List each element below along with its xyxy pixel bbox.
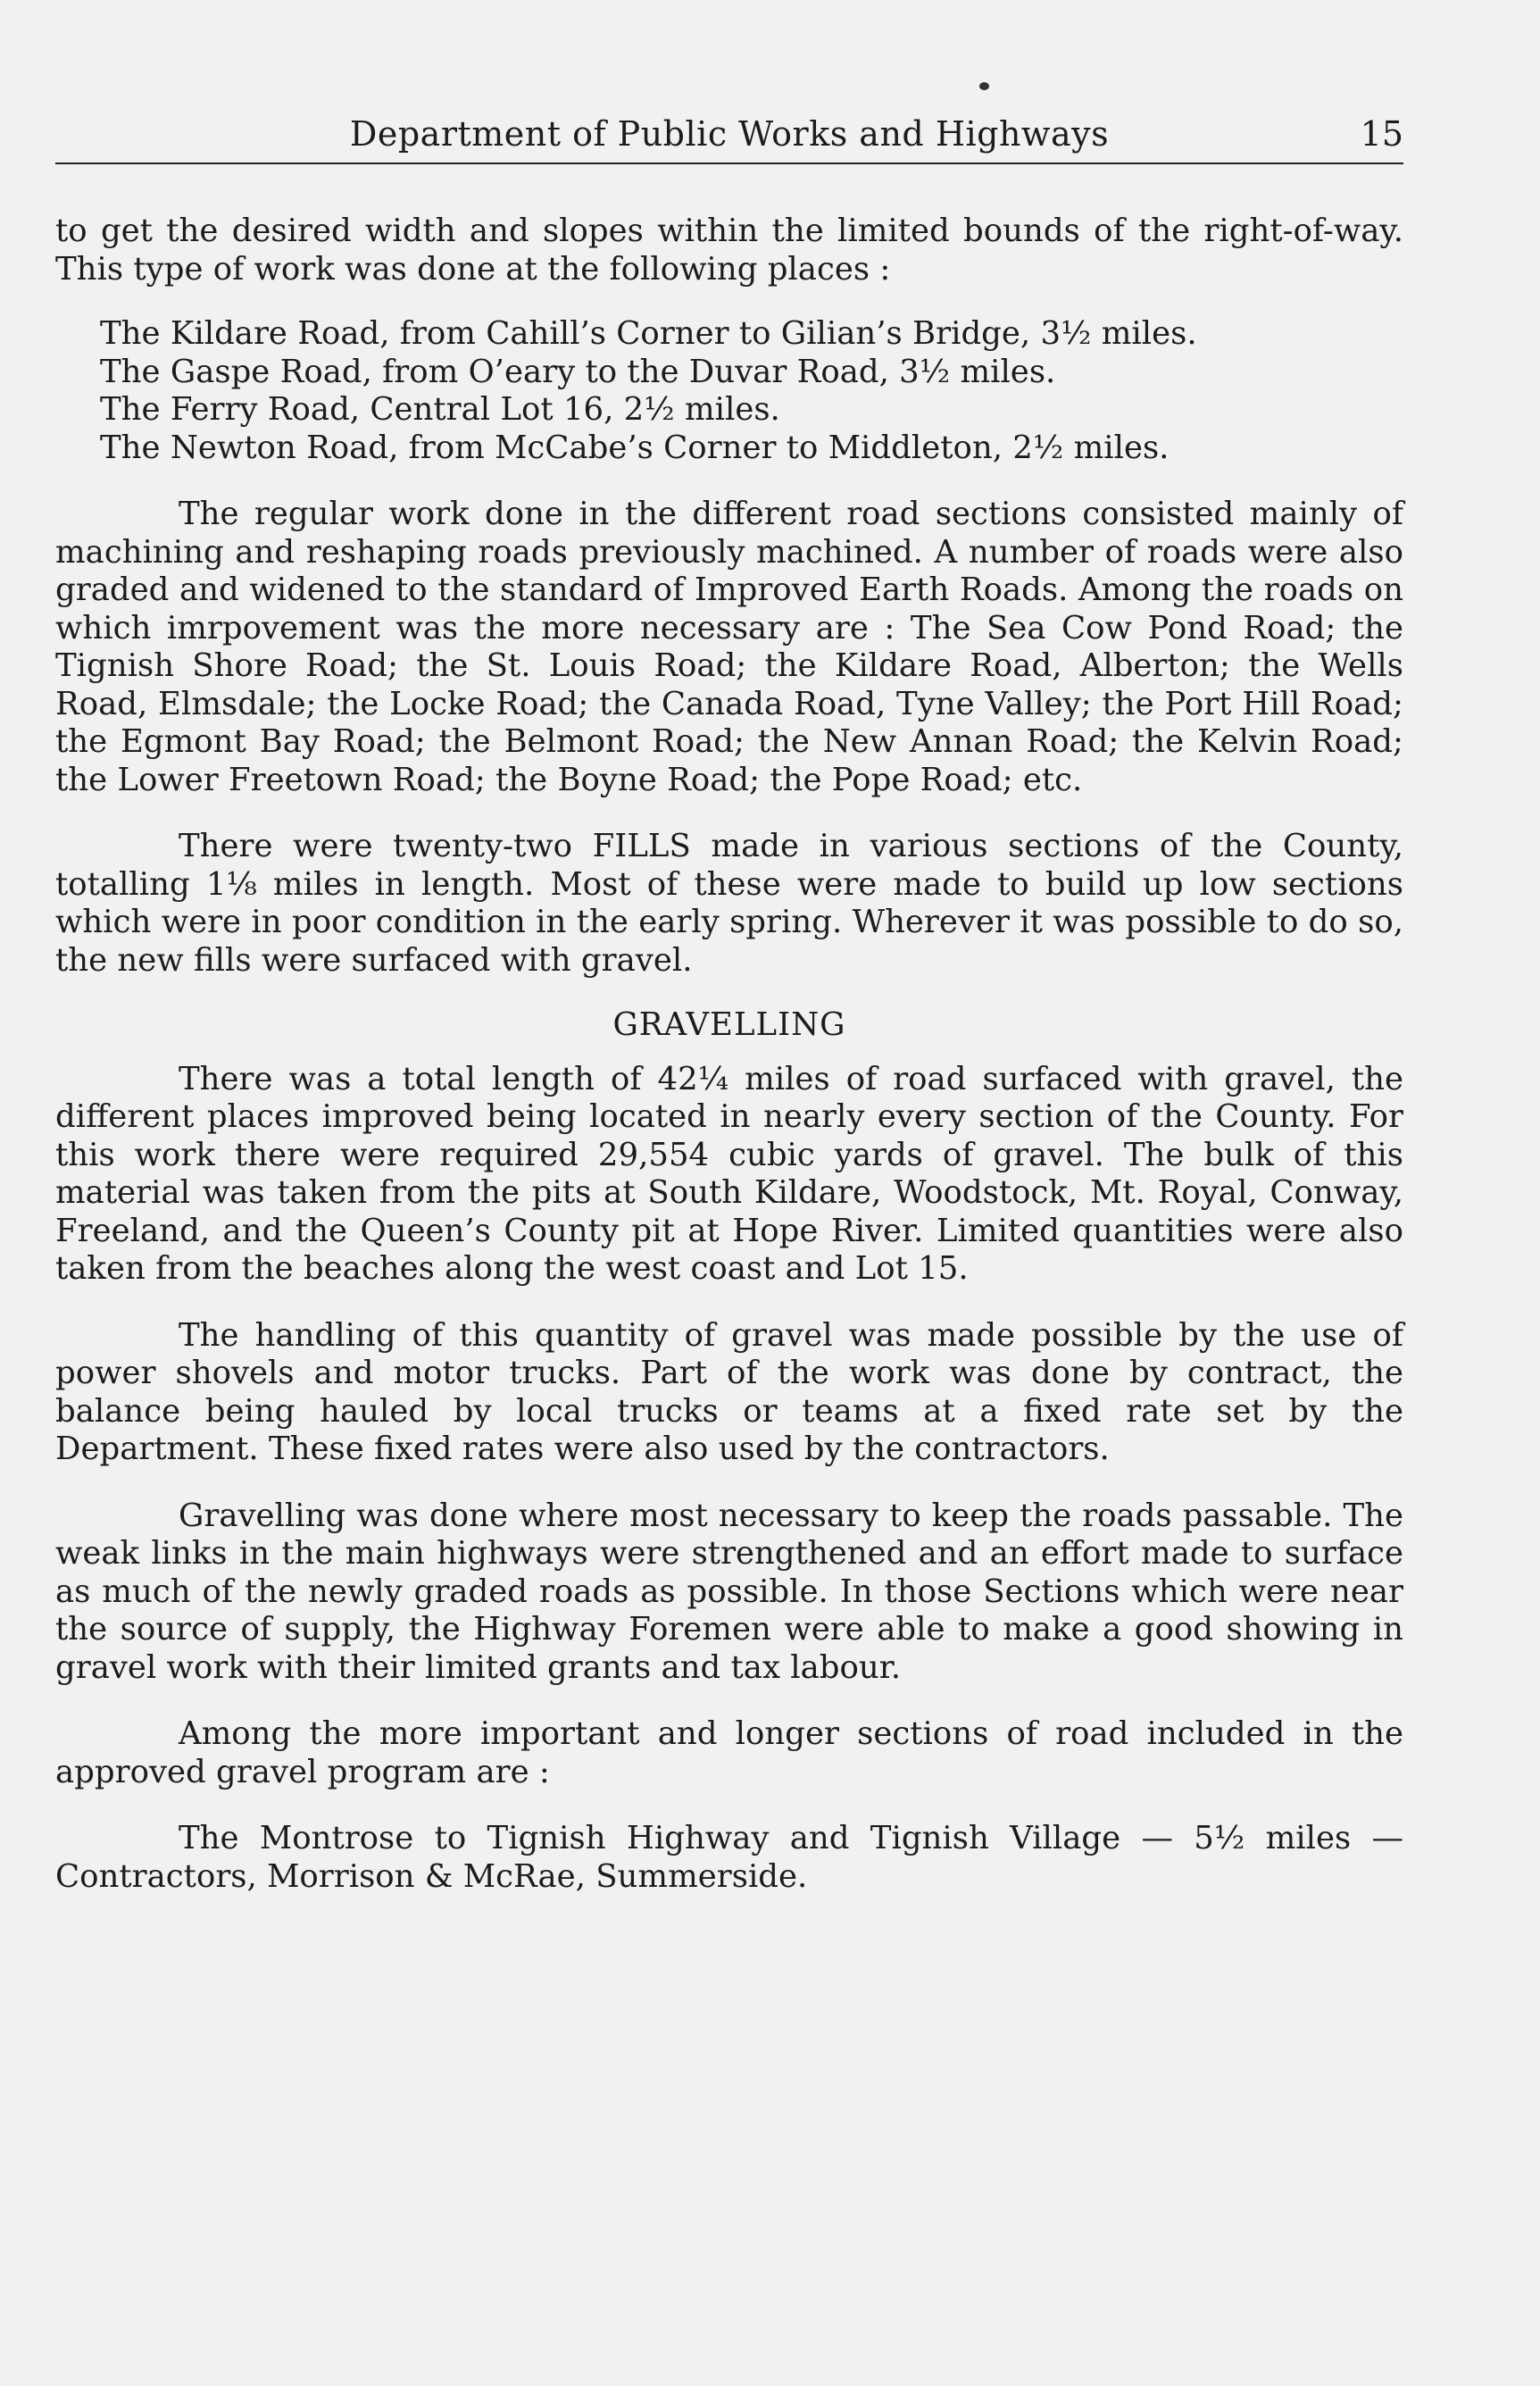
header-title: Department of Public Works and Highways [349, 114, 1110, 154]
paragraph-fills: There were twenty-two FILLS made in various sections of the County, totalling 1⅛ miles in length. Most of these were made to build up low sections which were in poor condition in the early spring. Wherever it was possible to do so, the new fills were surfaced with gravel. [55, 828, 1403, 979]
places-list [55, 315, 1403, 467]
place-item: The Gaspe Road, from O’eary to the Duvar Road, 3½ miles. [100, 353, 1056, 390]
body-text [55, 213, 1403, 1896]
header-rule [55, 163, 1403, 164]
place-item: The Newton Road, from McCabe’s Corner to Middleton, 2½ miles. [100, 429, 1170, 466]
paragraph-montrose: The Montrose to Tignish Highway and Tignish Village — 5½ miles — Contractors, Morrison & McRae, Summerside. [55, 1820, 1403, 1895]
page-number: 15 [1360, 114, 1403, 154]
place-item: The Ferry Road, Central Lot 16, 2½ miles. [100, 391, 780, 428]
paragraph-gravel-length: There was a total length of 42¼ miles of road surfaced with gravel, the different places improved being located in nearly every section of the County. For this work there were required 29,554 cubic yards of gravel. The bulk of this material was taken from the pits at South Kildare, Woodstock, Mt. Royal, Conway, Freeland, and the Queen’s County pit at Hope River. Limited quantities were also taken from the beaches along the west coast and Lot 15. [55, 1060, 1403, 1287]
page [55, 107, 1403, 1895]
paragraph-regular-work: The regular work done in the different road sections consisted mainly of machining and reshaping roads previously machined. A number of roads were also graded and widened to the standard of Improved Earth Roads. Among the roads on which imrpovement was the more necessary are : The Sea Cow Pond Road; the Tignish Shore Road; the St. Louis Road; the Kildare Road, Alberton; the Wells Road, Elmsdale; the Locke Road; the Canada Road, Tyne Valley; the Port Hill Road; the Egmont Bay Road; the Belmont Road; the New Annan Road; the Kelvin Road; the Lower Freetown Road; the Boyne Road; the Pope Road; etc. [55, 496, 1403, 798]
section-heading: GRAVELLING [612, 1006, 846, 1043]
running-header [55, 107, 1403, 163]
ink-speck [979, 82, 989, 90]
paragraph-continuation: to get the desired width and slopes within the limited bounds of the right-of-way. This type of work was done at the following places : [55, 213, 1403, 288]
paragraph-gravel-handling: The handling of this quantity of gravel was made possible by the use of power shovels and motor trucks. Part of the work was done by contract, the balance being hauled by local trucks or teams at a fixed rate set by the Department. These fixed rates were also used by the contractors. [55, 1316, 1403, 1467]
paragraph-gravel-program: Among the more important and longer sections of road included in the approved gravel program are : [55, 1715, 1403, 1790]
place-item: The Kildare Road, from Cahill’s Corner to Gilian’s Bridge, 3½ miles. [100, 315, 1197, 352]
paragraph-gravelling-done: Gravelling was done where most necessary to keep the roads passable. The weak links in the main highways were strengthened and an effort made to surface as much of the newly graded roads as possible. In those Sections which were near the source of supply, the Highway Foremen were able to make a good showing in gravel work with their limited grants and tax labour. [55, 1497, 1403, 1686]
